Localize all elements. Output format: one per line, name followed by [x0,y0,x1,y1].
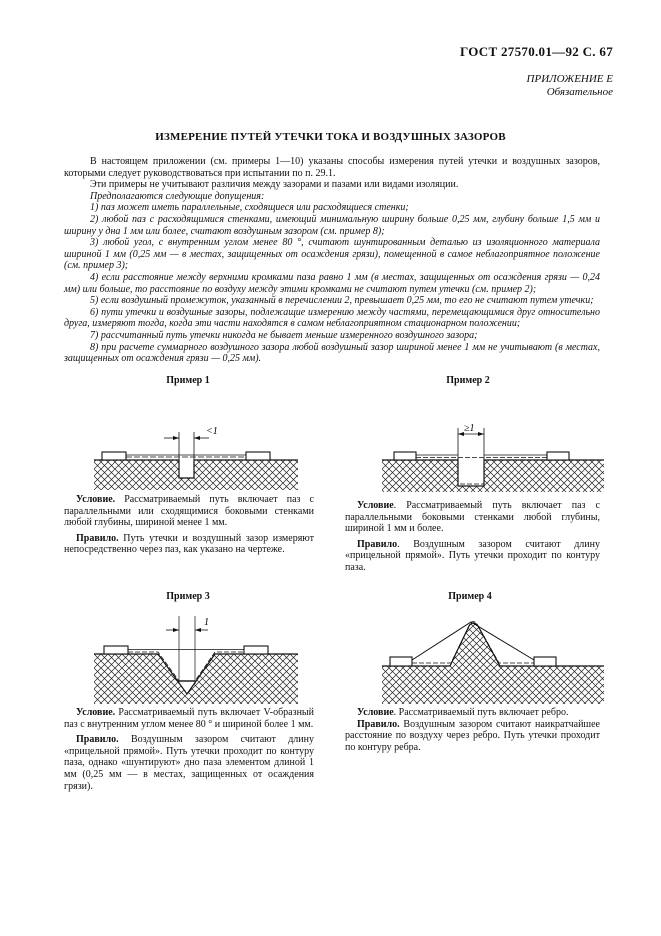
rule-text: . Воздушным зазором считают длину «прицельной прямой». Путь утечки проходит по контуру паза. [345,538,600,573]
condition-text: . Рассматриваемый путь включает паз с параллельными боковыми стенками любой глубины, шириной 1 мм и более. [345,500,600,535]
dim-label: 1 [204,617,209,628]
rule-label: Правило. [76,532,119,544]
example-3-caption [64,707,314,796]
example-2-title: Пример 2 [446,375,490,386]
rule-label: Правило. [357,718,400,730]
page-title: ИЗМЕРЕНИЕ ПУТЕЙ УТЕЧКИ ТОКА И ВОЗДУШНЫХ ЗАЗОРОВ [155,131,506,143]
appendix-label [527,73,613,99]
body-text [64,156,600,365]
paragraph: 1) паз может иметь параллельные, сходящиеся или расходящиеся стенки; [90,202,409,214]
paragraph: 3) любой угол, с внутренним углом менее 80 °, считают шунтированным деталью из изоляционного материала шириной 1 мм (0,25 мм — в местах, защищенных от осаждения грязи), помещенной в самое неблагоприятное положение (см. пример 3); [64,237,600,272]
example-2-caption [345,500,600,578]
appendix-status: Обязательное [546,86,613,98]
example-4-title: Пример 4 [448,591,492,602]
condition-label: Условие [357,707,394,718]
rule-text: Путь утечки и воздушный зазор измеряют непосредственно через паз, как указано на чертеже. [64,532,314,556]
paragraph: 6) пути утечки и воздушные зазоры, подлежащие измерению между частями, перемещающимися друг относительно друга, измеряют тогда, когда эти части находятся в самом неблагоприятном стационарном положении; [64,306,600,330]
standard-header: ГОСТ 27570.01—92 С. 67 [459,44,613,59]
condition-text: Рассматриваемый путь включает V-образный паз с внутренним углом менее 80 ° и шириной более 1 мм. [64,707,314,730]
rule-label: Правило. [76,734,119,746]
example-4-caption [345,707,600,757]
condition-text: Рассматриваемый путь включает паз с параллельными или сходящимися боковыми стенками любой глубины, шириной менее 1 мм. [64,494,314,529]
example-1-figure [94,420,298,490]
condition-label: Условие. [76,494,116,505]
example-3-title: Пример 3 [166,591,210,602]
paragraph: 2) любой паз с расходящимися стенками, имеющий минимальную ширину больше 0,25 мм, глубину больше 1,5 мм и ширину у дна 1 мм или более, считают воздушным зазором (см. пример 8); [64,213,600,237]
dim-label: ≥1 [464,423,475,434]
paragraph: 5) если воздушный промежуток, указанный в перечислении 2, превышает 0,25 мм, то его не считают путем утечки; [90,295,594,307]
example-4-figure [382,612,604,704]
appendix-title: ПРИЛОЖЕНИЕ Е [526,73,613,85]
paragraph: 4) если расстояние между верхними кромками паза равно 1 мм (в местах, защищенных от осаждения грязи — 0,24 мм) или больше, то расстояние по воздуху между этими кромками не считают путем утечки (см. пример 2); [64,271,600,295]
condition-label: Условие [357,500,394,511]
paragraph: Предполагаются следующие допущения: [90,190,265,202]
dim-label: <1 [206,426,218,437]
paragraph: 7) рассчитанный путь утечки никогда не бывает меньше измеренного воздушного зазора; [90,329,478,341]
rule-text: Воздушным зазором считают длину «прицельной прямой». Путь утечки проходит по контуру паза, однако «шунтируют» дно паза элементом длиной 1 мм (0,25 мм — в местах, защищенных от осаждения грязи). [64,734,314,792]
condition-label: Условие. [76,707,116,718]
paragraph: В настоящем приложении (см. примеры 1—10) указаны способы измерения путей утечки и воздушных зазоров, которыми следует руководствоваться при испытании по п. 29.1. [64,156,600,179]
paragraph: Эти примеры не учитывают различия между зазорами и пазами или видами изоляции. [90,179,459,191]
condition-text: . Рассматриваемый путь включает ребро. [393,707,569,718]
example-1-title: Пример 1 [166,375,210,386]
example-3-figure [94,612,298,704]
example-1-caption [64,494,314,560]
paragraph: 8) при расчете суммарного воздушного зазора любой воздушный зазор шириной менее 1 мм не учитывают (в местах, защищенных от осаждения грязи — 0,25 мм). [64,341,600,365]
example-2-figure [382,420,604,492]
rule-text: Воздушным зазором считают наикратчайшее расстояние по воздуху через ребро. Путь утечки проходит по контуру ребра. [345,718,600,753]
rule-label: Правило [357,538,398,550]
